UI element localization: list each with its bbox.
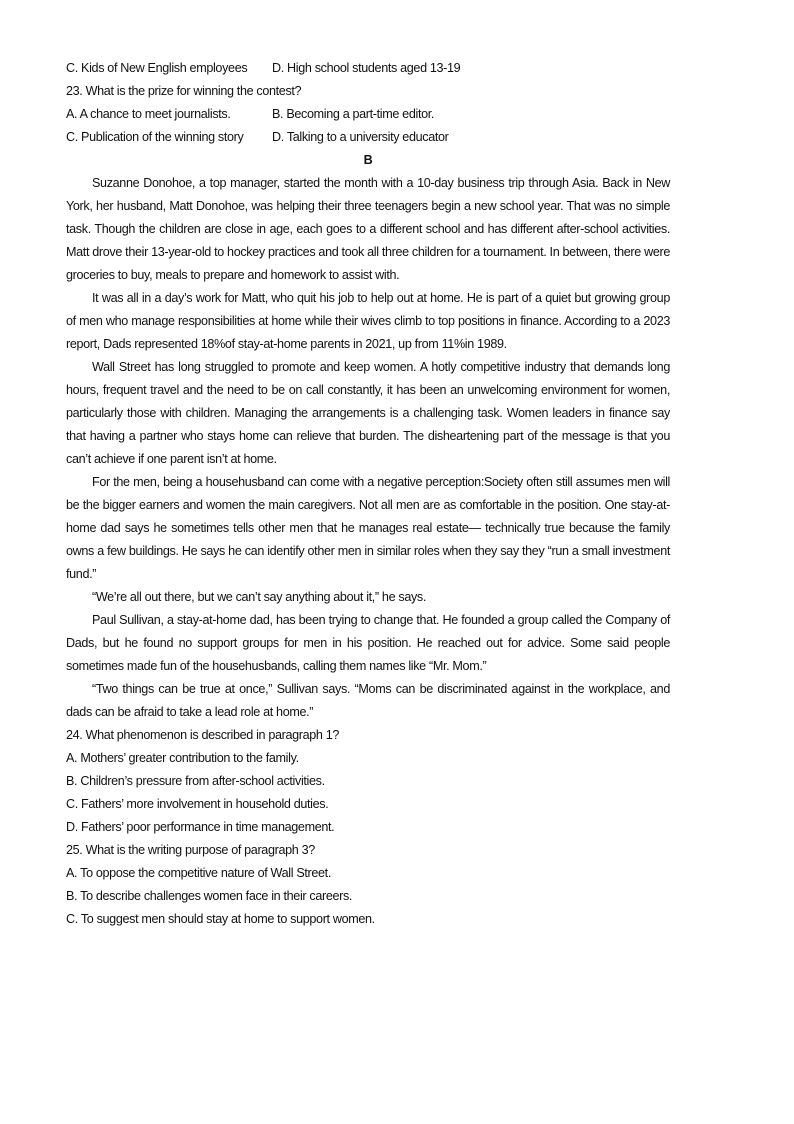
section-heading: B	[363, 153, 373, 167]
q22-option-c: C. Kids of New English employees	[66, 61, 248, 75]
q23-option-c: C. Publication of the winning story	[66, 130, 244, 144]
q22-options-row-cd	[66, 57, 670, 80]
q23-stem: 23. What is the prize for winning the contest?	[66, 84, 302, 98]
q25-option-c: C. To suggest men should stay at home to support women.	[66, 912, 375, 926]
q25-option-a: A. To oppose the competitive nature of Wall Street.	[66, 866, 331, 880]
q24-option-d: D. Fathers’ poor performance in time management.	[66, 820, 335, 834]
q23-options-row-cd	[66, 126, 670, 149]
passage-paragraph-7: “Two things can be true at once,” Sullivan says. “Moms can be discriminated against in the workplace, and dads can be afraid to take a lead role at home.”	[66, 682, 670, 719]
passage-paragraph-1: Suzanne Donohoe, a top manager, started the month with a 10-day business trip through Asia. Back in New York, her husband, Matt Donohoe, was helping their three teenagers begin a new school year. That was no simple task. Though the children are close in age, each goes to a different school and has different after-school activities. Matt drove their 13-year-old to hockey practices and took all three children for a tournament. In between, there were groceries to buy, meals to prepare and homework to assist with.	[66, 176, 670, 282]
passage-paragraph-5: “We’re all out there, but we can’t say anything about it,” he says.	[92, 590, 427, 604]
q24-option-a: A. Mothers’ greater contribution to the family.	[66, 751, 299, 765]
exam-page	[66, 57, 670, 931]
passage-paragraph-3: Wall Street has long struggled to promote and keep women. A hotly competitive industry that demands long hours, frequent travel and the need to be on call constantly, it has been an unwelcoming environment for women, particularly those with children. Managing the arrangements is a challenging task. Women leaders in finance say that having a partner who stays home can relieve that burden. The disheartening part of the message is that you can’t achieve if one parent isn’t at home.	[66, 360, 670, 466]
passage-paragraph-6: Paul Sullivan, a stay-at-home dad, has been trying to change that. He founded a group called the Company of Dads, but he found no support groups for men in his position. He reached out for advice. Some said people sometimes made fun of the househusbands, calling them names like “Mr. Mom.”	[66, 613, 670, 673]
passage-paragraph-2: It was all in a day’s work for Matt, who quit his job to help out at home. He is part of a quiet but growing group of men who manage responsibilities at home while their wives climb to top positions in finance. According to a 2023 report, Dads represented 18%of stay-at-home parents in 2021, up from 11%in 1989.	[66, 291, 670, 351]
q25-option-b: B. To describe challenges women face in their careers.	[66, 889, 353, 903]
q23-option-b: B. Becoming a part-time editor.	[272, 107, 435, 121]
passage-paragraph-4: For the men, being a househusband can come with a negative perception:Society often still assumes men will be the bigger earners and women the main caregivers. Not all men are as comfortable in the position. One stay-at-home dad says he sometimes tells other men that he manages real estate— technically true because the family owns a few buildings. He says he can identify other men in similar roles when they say they “run a small investment fund.”	[66, 475, 670, 581]
q23-option-a: A. A chance to meet journalists.	[66, 107, 231, 121]
q24-stem: 24. What phenomenon is described in paragraph 1?	[66, 728, 340, 742]
q22-option-d: D. High school students aged 13-19	[272, 61, 461, 75]
q25-stem: 25. What is the writing purpose of paragraph 3?	[66, 843, 315, 857]
q23-option-d: D. Talking to a university educator	[272, 130, 449, 144]
q23-options-row-ab	[66, 103, 670, 126]
q24-option-c: C. Fathers’ more involvement in household duties.	[66, 797, 329, 811]
q24-option-b: B. Children’s pressure from after-school activities.	[66, 774, 325, 788]
